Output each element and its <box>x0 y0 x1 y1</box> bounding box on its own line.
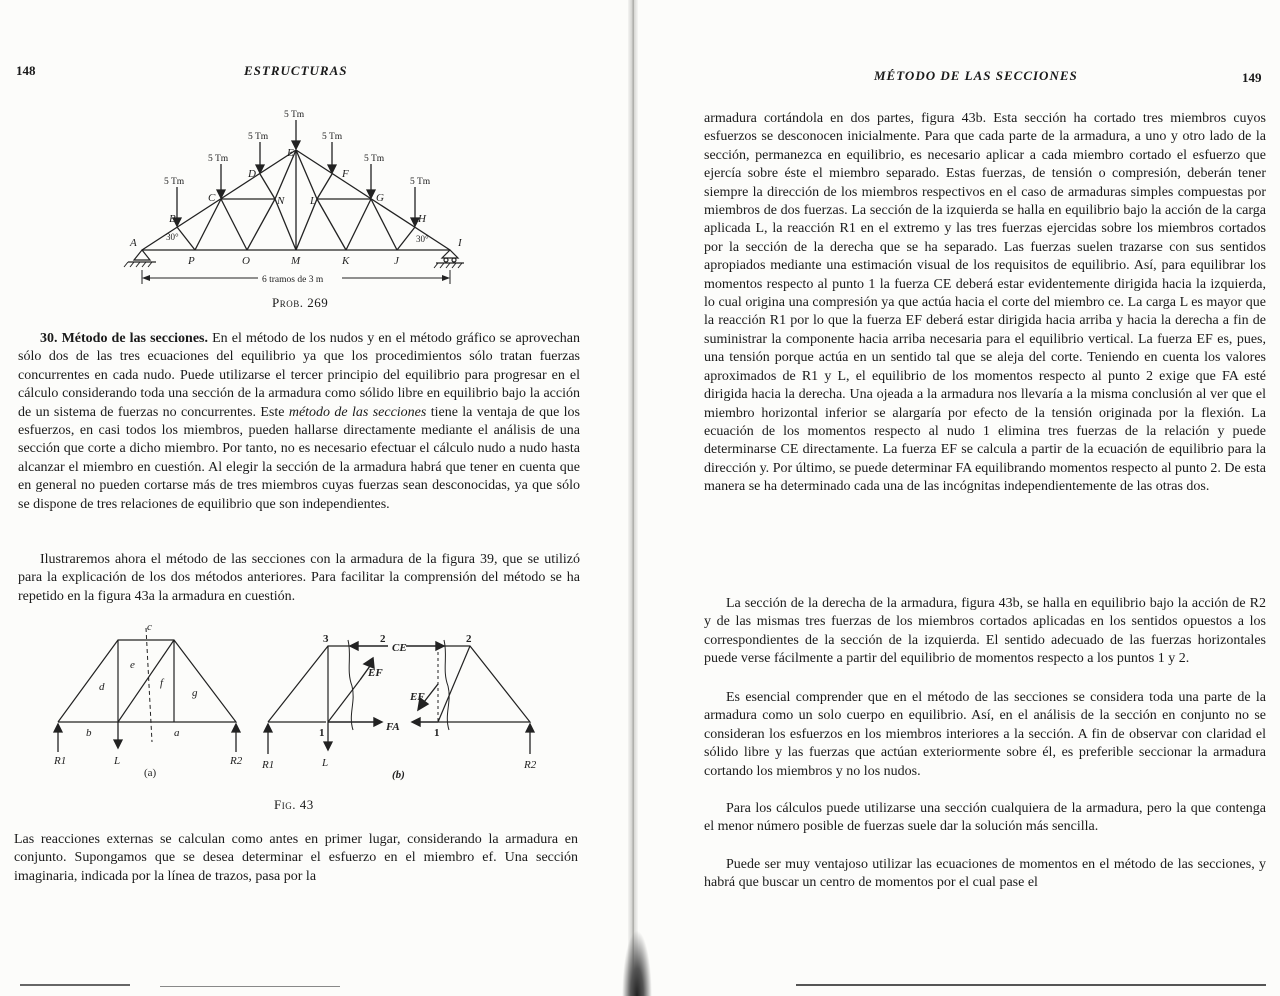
paragraph-text: La sección de la derecha de la armadura, figura 43b, se halla en equilibrio bajo la acción de R2 y de las mismas tres fuerzas de los miembros cortados aplicadas en los sentidos opuestos a los correspondientes de la sección de la izquierda. El sentido adecuado de las fuerzas horizontales puede verse fácilmente a partir del equilibrio de momentos respecto a los puntos 1 y 2. <box>704 596 1266 667</box>
scan-artifact <box>160 986 340 987</box>
angle-label-right: 30° <box>416 234 429 244</box>
paragraph-text: armadura cortándola en dos partes, figura 43b. Esta sección ha cortado tres miembros cuyos esfuerzos se desconocen inicialmente. Para que cada parte de la armadura, a uno y otro lado de la sección, permanezca en equilibrio, es necesario aplicar a cada miembro cortado el esfuerzo que ejercía sobre éste el miembro separado. Estas fuerzas, de tensión o compresión, deberán tener siempre la dirección de los miembros respectivos en el caso de armaduras simples compuestas por miembros de dos fuerzas. La sección de la izquierda se halla en equilibrio bajo la acción de la carga aplicada L, la reacción R1 en el extremo y las tres fuerzas ejercidas sobre los miembros cortados por la sección de la derecha que se ha separado. Las fuerzas suelen trazarse con sus sentidos apropiados mediante una estimación visual de los requisitos de equilibrio. Así, para equilibrar los momentos respecto al punto 1 la fuerza CE deberá estar evidentemente dirigida hacia la izquierda, lo cual origina una compresión ya que actúa hacia el corte del miembro ce. La carga L es mayor que la reacción R1 por lo que la fuerza EF deberá estar dirigida hacia arriba y hacia la derecha a fin de suministrar la componente hacia arriba necesaria para el equilibrio vertical. La fuerza EF es, pues, una tensión porque actúa en un sentido tal que se aleja del corte. Teniendo en cuenta los valores aproximados de R1 y L, el equilibrio de los momentos respecto al punto 2 exige que FA esté dirigida hacia la derecha. Una ojeada a la armadura nos llevaría a la misma conclusión al ver que el miembro horizontal inferior se alargaría por efecto de la tensión originada por la flexión. La ecuación de los momentos respecto al nudo 1 elimina tres fuerzas de la relación y puede determinarse CE directamente. La fuerza EF se calcula a partir de la ecuación de equilibrio para la dirección y. Por último, se puede determinar FA equilibrando momentos respecto al punto 2. De esta manera se ha determinado cada una de las incógnitas independientemente de las otras dos. <box>704 111 1266 495</box>
truss-figure-43a <box>46 618 262 786</box>
span-dimension-label: 6 tramos de 3 m <box>262 275 324 285</box>
figure-caption-prob-269: Prob. 269 <box>272 295 329 310</box>
emphasis-text: método de las secciones <box>288 404 427 420</box>
point-label: 3 <box>323 633 329 645</box>
load-label: 5 Tm <box>410 177 431 187</box>
node-label: N <box>277 195 285 207</box>
page-number: 149 <box>1242 70 1262 85</box>
truss-figure-43b <box>256 626 556 786</box>
force-label: EF <box>368 667 383 679</box>
paragraph-moments <box>704 856 1266 893</box>
load-label: L <box>114 755 121 767</box>
point-label: 1 <box>319 727 325 739</box>
scan-artifact <box>796 984 1266 986</box>
node-label: P <box>188 255 195 267</box>
force-label: FA <box>386 721 400 733</box>
reaction-label: R2 <box>524 759 537 771</box>
angle-label-left: 30° <box>166 232 179 242</box>
paragraph-text: Es esencial comprender que en el método de las secciones se considera toda una parte de la armadura como un solo cuerpo en equilibrio. Así, en el análisis de la sección en conjunto no se consideran los esfuerzos en los miembros interiores a la sección. A fin de observar con claridad el sólido libre y las fuerzas que actúan exteriormente sobre él, es preferible seccionar la armadura cortando los miembros y no los nudos. <box>704 690 1266 779</box>
reaction-label: R1 <box>262 759 275 771</box>
reaction-label: R1 <box>54 755 67 767</box>
figure-caption-fig-43: Fig. 43 <box>274 797 314 812</box>
point-label: 2 <box>466 633 472 645</box>
node-label: M <box>291 255 301 267</box>
region-label: a <box>174 727 180 739</box>
running-head: ESTRUCTURAS <box>244 63 348 78</box>
load-label: 5 Tm <box>364 154 385 164</box>
truss-figure-prob-269 <box>120 102 480 288</box>
paragraph-text: Las reacciones externas se calculan como antes en primer lugar, considerando la armadura en conjunto. Supongamos que se desea determinar el esfuerzo en el miembro ef. Una sección imaginaria, indicada por la línea de trazos, pasa por la <box>14 832 578 884</box>
section-30-paragraph <box>18 330 580 514</box>
region-label: f <box>160 677 164 689</box>
point-label: 1 <box>434 727 440 739</box>
point-label: 2 <box>380 633 386 645</box>
page-number: 148 <box>16 63 36 78</box>
region-label: e <box>130 659 135 671</box>
paragraph-section-cut <box>704 110 1266 497</box>
node-label: L <box>310 195 317 207</box>
node-label: H <box>418 213 426 225</box>
node-label: G <box>376 192 384 204</box>
node-label: I <box>458 237 462 249</box>
section-heading: 30. Método de las secciones. <box>40 331 209 346</box>
right-page <box>636 0 1280 996</box>
force-label: EF <box>410 691 425 703</box>
force-label: CE <box>392 642 407 654</box>
paragraph-text: Para los cálculos puede utilizarse una sección cualquiera de la armadura, pero la que contenga el menor número posible de fuerzas suele dar la solución más sencilla. <box>704 801 1266 835</box>
load-label: L <box>322 757 329 769</box>
region-label: c <box>147 621 152 633</box>
node-label: O <box>242 255 250 267</box>
node-label: C <box>208 192 216 204</box>
paragraph-calculations <box>704 800 1266 837</box>
load-label: 5 Tm <box>248 132 269 142</box>
region-label: d <box>99 681 105 693</box>
subfigure-label: (b) <box>392 769 405 781</box>
paragraph-external-reactions <box>14 831 578 886</box>
reaction-label: R2 <box>230 755 243 767</box>
paragraph-right-section <box>704 595 1266 669</box>
paragraph-text: En el método de los nudos y en el método gráfico se aprovechan sólo dos de las tres ecuaciones del equilibrio ya que los procedimientos sólo tratan fuerzas concurrentes en cada nudo. Puede utilizarse el tercer principio del equilibrio para progresar en el cálculo considerando toda una sección de la armadura como sólido libre en equilibrio bajo la acción de un sistema de fuerzas no concurrentes. Este <box>18 331 580 420</box>
region-label: g <box>192 687 198 699</box>
node-label: D <box>248 168 256 180</box>
subfigure-label: (a) <box>144 767 157 779</box>
node-label: J <box>394 255 399 267</box>
running-head: MÉTODO DE LAS SECCIONES <box>874 68 1078 83</box>
left-page <box>0 0 630 996</box>
node-label: B <box>169 213 176 225</box>
paragraph-essential <box>704 689 1266 781</box>
node-label: F <box>342 168 349 180</box>
node-label: A <box>130 237 137 249</box>
scan-artifact <box>20 984 130 986</box>
load-label: 5 Tm <box>164 177 185 187</box>
paragraph-figure-intro <box>18 551 580 606</box>
node-label: K <box>342 255 350 267</box>
node-label: E <box>287 147 294 159</box>
region-label: b <box>86 727 92 739</box>
load-label: 5 Tm <box>322 132 343 142</box>
paragraph-text: Puede ser muy ventajoso utilizar las ecuaciones de momentos en el método de las secciones, y habrá que buscar un centro de momentos por el cual pase el <box>704 857 1266 891</box>
load-label: 5 Tm <box>284 110 305 120</box>
load-label: 5 Tm <box>208 154 229 164</box>
paragraph-text: Ilustraremos ahora el método de las secciones con la armadura de la figura 39, que se utilizó para la explicación de los dos métodos anteriores. Para facilitar la comprensión del método se ha repetido en la figura 43a la armadura en cuestión. <box>18 552 580 604</box>
paragraph-text: tiene la ventaja de que los esfuerzos, en casi todos los miembros, pueden hallarse directamente mediante el análisis de una sección que corte a dicho miembro. Por tanto, no es necesario efectuar el cálculo nudo a nudo hasta alcanzar el miembro en cuestión. Al elegir la sección de la armadura habrá que tener en cuenta que en general no pueden cortarse más de tres miembros cuyas fuerzas sean desconocidas, ya que sólo se dispone de tres relaciones de equilibrio que son independientes. <box>18 404 580 512</box>
